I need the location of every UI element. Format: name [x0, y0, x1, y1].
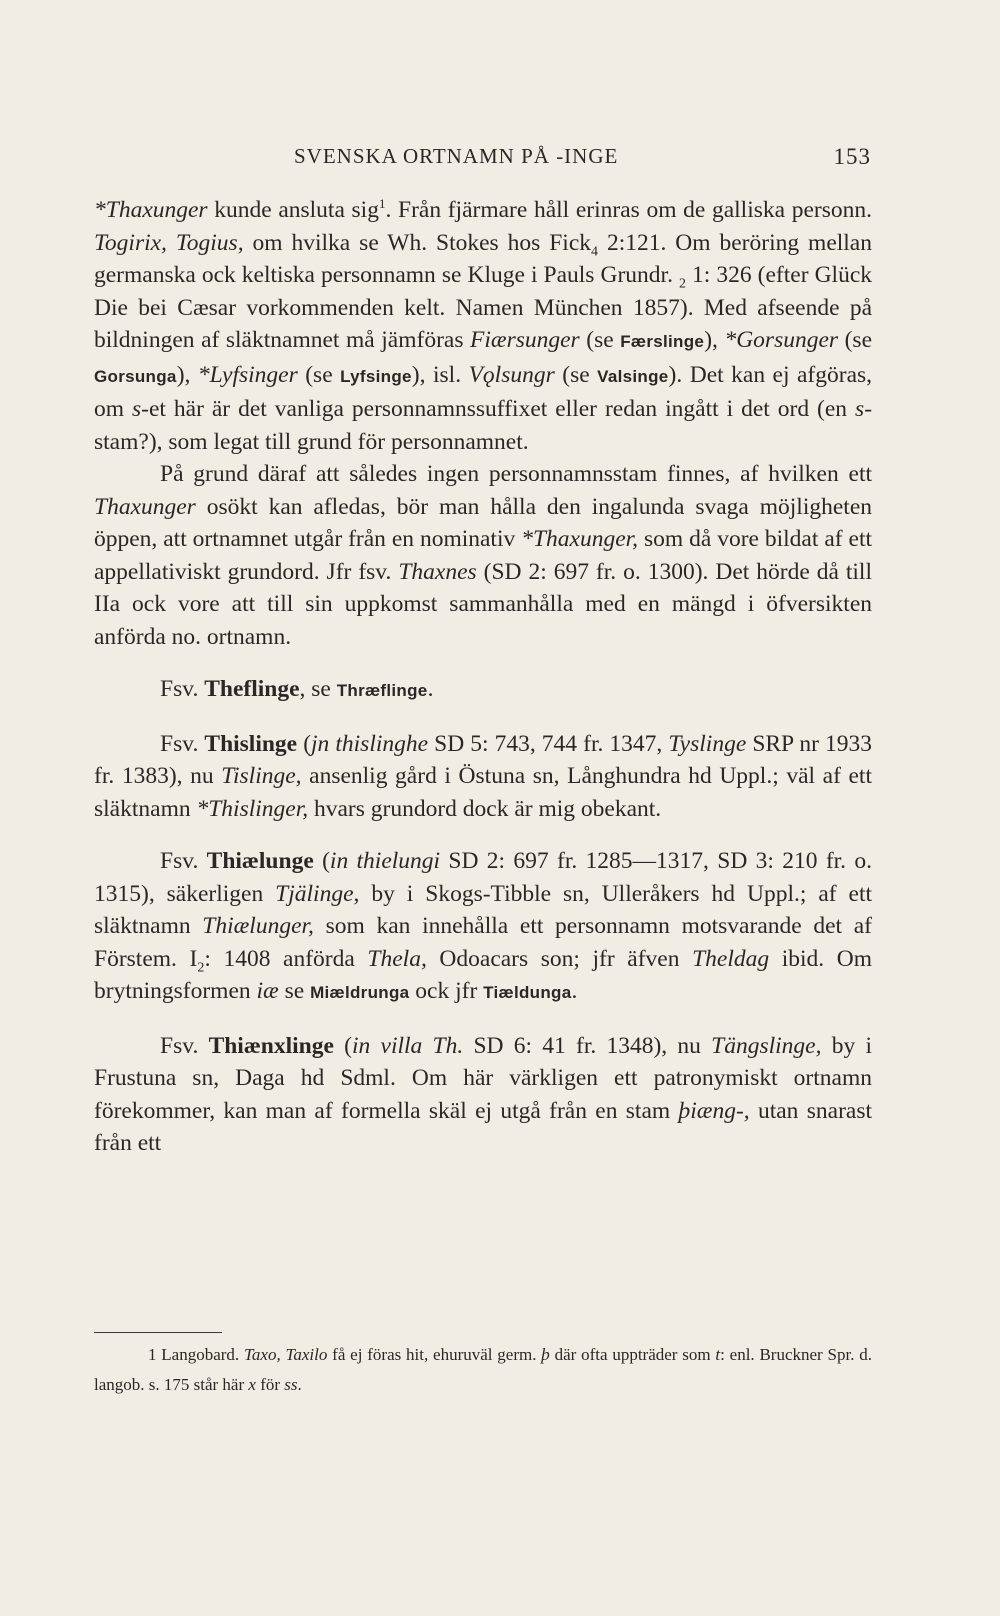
cross-reference: Færslinge [620, 332, 705, 351]
text-run: (se [838, 327, 873, 353]
headword: Thiælunge [206, 848, 314, 874]
footnote-1 [94, 1340, 872, 1400]
subscript: 2 [679, 276, 686, 292]
italic-run: in villa Th. [352, 1032, 464, 1059]
text-run: ), isl. [411, 361, 469, 388]
text-run: Odoacars son; jfr äfven [426, 945, 693, 972]
italic-run: t [715, 1345, 721, 1364]
italic-run: s [855, 396, 865, 422]
text-run: 1 Langobard. [148, 1345, 244, 1364]
cross-reference: Tiældunga [483, 983, 572, 1002]
text-run: På grund däraf att således ingen personnamnsstam finnes, af hvilken ett [160, 461, 872, 487]
text-run: ), [176, 361, 198, 388]
italic-run: þiæng-, [678, 1097, 750, 1124]
italic-run: Vǫlsungr [468, 361, 555, 388]
text-run: -stam?), som legat till grund för personnamnet. [94, 396, 873, 455]
entry-thislinge [94, 728, 872, 826]
italic-run: Tyslinge [668, 730, 747, 757]
text-run: där ofta uppträder som [549, 1345, 716, 1364]
text-run: (se [297, 361, 341, 388]
text-run: kunde ansluta sig [207, 197, 379, 223]
text-run: Fsv. [160, 730, 205, 757]
text-run: Fsv. [160, 1032, 209, 1059]
text-run: Fsv. [160, 676, 205, 702]
italic-run: *Thaxunger, [521, 526, 639, 552]
italic-run: Thiælunger, [202, 913, 314, 939]
italic-run: Theldag [692, 945, 770, 972]
text-run: hvars grundord dock är mig obekant. [308, 795, 662, 822]
italic-run: ss [284, 1375, 298, 1394]
text-run: SD 5: 743, 744 fr. 1347, [428, 730, 669, 757]
text-run: Fsv. [160, 848, 207, 874]
text-run: (SD 2: 697 fr. o. 1300). Det hörde då till IIa ock vore att till sin uppkomst sammanhålla med en mängd i öfversikten anförda no. ortnamn. [94, 558, 872, 650]
page-number: 153 [833, 144, 871, 169]
text-run: SD 6: 41 fr. 1348), nu [463, 1032, 712, 1059]
running-header [286, 144, 871, 174]
italic-run: Tängslinge, [711, 1032, 822, 1059]
text-run: by i Skogs-Tibble sn, Ulleråkers hd Uppl.; af ett släktnamn [94, 880, 873, 939]
text-run: utan snarast från ett [94, 1097, 873, 1156]
text-run: ibid. Om brytningsformen [94, 945, 873, 1004]
text-run: ansenlig gård i Östuna sn, Långhundra hd Uppl.; väl af ett släktnamn [94, 763, 872, 822]
italic-run: Taxo, Taxilo [244, 1345, 328, 1364]
footnote-marker: 1 [378, 196, 386, 212]
cross-reference: Gorsunga [94, 366, 177, 386]
text-run: ock jfr [409, 978, 484, 1004]
text-run: för [255, 1375, 285, 1394]
text-run: se [278, 978, 311, 1004]
italic-run: Tjälinge, [275, 880, 360, 907]
text-run: SD 2: 697 fr. 1285—1317, SD 3: 210 fr. o. 1315), säkerligen [94, 848, 873, 907]
cross-reference: Miældrunga [310, 983, 410, 1002]
text-run: om hvilka se Wh. Stokes hos Fick [243, 229, 591, 256]
italic-run: *Thaxunger [94, 197, 208, 223]
footnote [94, 1340, 872, 1400]
italic-run: jn thislinghe [311, 730, 429, 757]
text-run: -et här är det vanliga personnamnssuffixet eller redan ingått i det ord (en [141, 396, 856, 422]
headword: Thislinge [204, 730, 298, 757]
italic-run: Thaxnes [398, 558, 477, 585]
italic-run: x [248, 1375, 256, 1394]
text-run: (se [579, 327, 621, 353]
headword: Thiænxlinge [208, 1032, 334, 1059]
text-run: 2:121. Om beröring mellan germanska ock keltiska personnamn se Kluge i Pauls Grundr. [94, 229, 872, 288]
cross-reference: Lyfsinge [340, 366, 412, 386]
main-text [94, 194, 872, 1160]
text-run: : enl. Bruckner Spr. d. langob. s. 175 står här [94, 1345, 872, 1394]
text-run: by i Frustuna sn, Daga hd Sdml. Om här värkligen ett patronymiskt ortnamn förekommer, kan man af formella skäl ej utgå från en stam [94, 1032, 873, 1124]
text-run: ( [333, 1032, 353, 1059]
italic-run: þ [541, 1345, 550, 1364]
headword: Theflinge [204, 676, 300, 702]
italic-run: *Thislinger, [196, 795, 309, 822]
italic-run: Tislinge, [221, 763, 302, 789]
italic-run: iæ [256, 978, 279, 1004]
text-run: SRP nr 1933 fr. 1383), nu [94, 730, 872, 789]
italic-run: Togirix, Togius, [94, 229, 244, 256]
text-run: som då vore bildat af ett appellativiskt grundord. Jfr fsv. [94, 526, 873, 585]
text-run: ( [297, 730, 312, 757]
text-run: ), [704, 327, 725, 353]
text-run: , se [299, 676, 337, 702]
entry-thiaenxlinge [94, 1030, 872, 1160]
italic-run: Fiærsunger [470, 327, 580, 353]
text-run: 1: 326 (efter Glück Die bei Cæsar vorkommenden kelt. Namen München 1857). Med afseende på bildningen af släktnamnet må jämföras [94, 262, 873, 353]
italic-run: *Lyfsinger [197, 361, 298, 388]
italic-run: in thielungi [329, 848, 441, 874]
text-run: ). Det kan ej afgöras, om [94, 361, 873, 422]
subscript: 4 [591, 244, 598, 260]
text-run: (se [554, 361, 598, 388]
subscript: 2 [197, 960, 205, 976]
text-run: : 1408 anförda [204, 945, 368, 972]
paragraph-thaxunger-cont [94, 194, 872, 458]
entry-theflinge [94, 673, 872, 708]
italic-run: *Gorsunger [724, 327, 839, 353]
footnote-rule [94, 1332, 222, 1333]
text-run: . [571, 978, 578, 1004]
italic-run: s [132, 396, 142, 422]
text-run: ( [313, 848, 330, 874]
text-run: osökt kan afledas, bör man hålla den ingalunda svaga möjligheten öppen, att ortnamnet utgår från en nominativ [94, 493, 872, 552]
text-run: . [297, 1375, 302, 1394]
text-run: som kan innehålla ett personnamn motsvarande det af Förstem. I [94, 913, 873, 972]
text-run: . [427, 676, 434, 702]
running-title: SVENSKA ORTNAMN PÅ -INGE [294, 144, 619, 168]
italic-run: Thaxunger [94, 493, 196, 520]
cross-reference: Thræflinge [336, 681, 428, 700]
text-run: . Från fjärmare håll erinras om de galliska personn. [385, 197, 872, 223]
text-run: få ej föras hit, ehuruväl germ. [327, 1345, 542, 1364]
entry-thiaelunge [94, 845, 872, 1010]
paragraph-thaxunger-nominative [94, 458, 872, 653]
italic-run: Thela, [367, 945, 427, 972]
cross-reference: Valsinge [597, 366, 669, 386]
